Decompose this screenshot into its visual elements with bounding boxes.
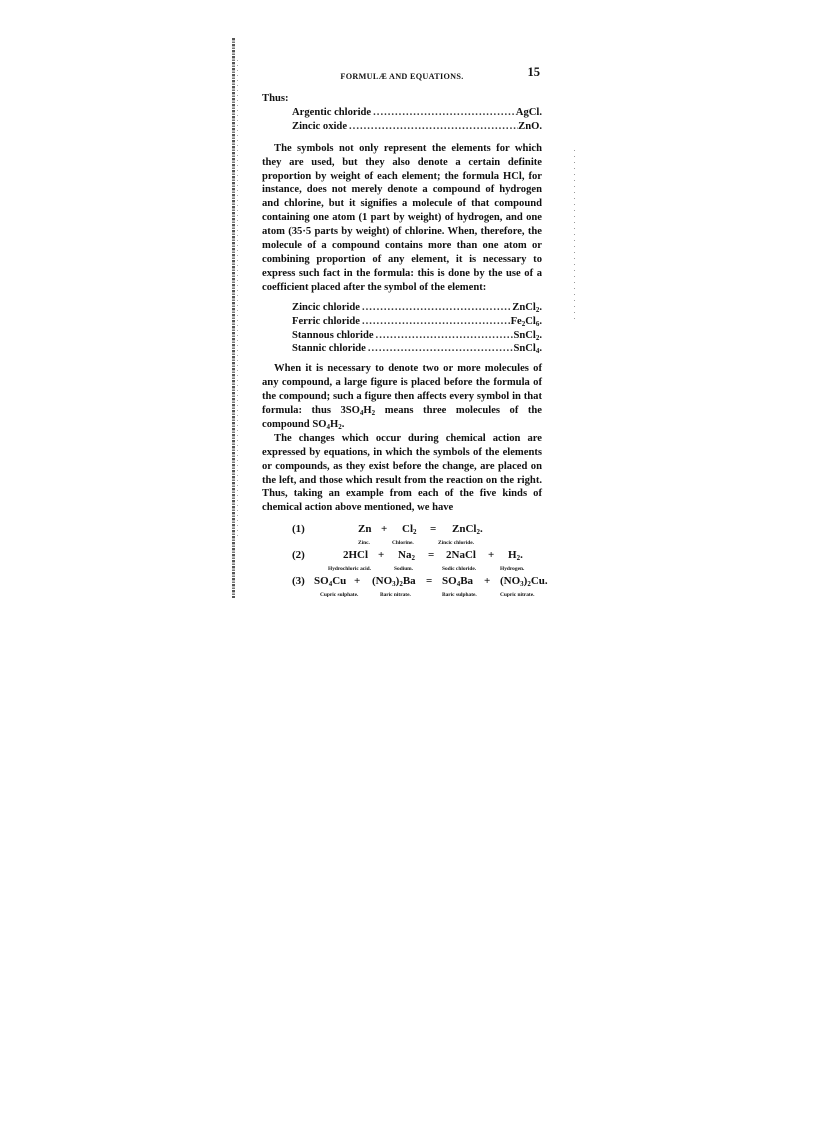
book-binding-edge — [232, 38, 235, 598]
running-header — [262, 66, 542, 82]
compound-formula: AgCl. — [515, 106, 542, 118]
page-number: 15 — [527, 65, 540, 79]
compound-formula: $Fe_2Cl_6$. — [510, 315, 542, 328]
plus-sign: + — [381, 523, 388, 536]
plus-sign: + — [488, 549, 495, 562]
eq-term: $SO_4Ba$ — [442, 575, 474, 589]
eq-term: 2HCl — [343, 549, 369, 562]
example-row — [292, 329, 542, 343]
example-row — [292, 342, 542, 356]
eq-term: $Na_2$ — [398, 549, 415, 563]
example-row — [292, 301, 542, 315]
equals-sign: = — [426, 575, 433, 588]
eq-label: Baric sulphate. — [442, 592, 477, 599]
compound-name: Stannous chloride — [292, 329, 374, 341]
eq-label: Baric nitrate. — [380, 592, 411, 599]
eq-label: Chlorine. — [392, 540, 414, 547]
leader-dots — [366, 342, 514, 356]
eq-label: Cupric sulphate. — [320, 592, 359, 599]
equation-number: (1) — [292, 523, 305, 536]
example-row — [292, 315, 542, 329]
compound-name: Stannic chloride — [292, 343, 366, 355]
eq-term: $(NO_3)_2Ba$ — [372, 575, 416, 589]
eq-label: Hydrochloric acid. — [328, 566, 372, 573]
eq-label: Zinc. — [358, 540, 370, 547]
eq-term: $Cl_2$ — [402, 523, 417, 537]
eq-label: Zincic chloride. — [438, 540, 474, 547]
plus-sign: + — [354, 575, 361, 588]
eq-term: $H_2$. — [508, 549, 523, 563]
book-binding-shadow — [237, 60, 238, 540]
eq-label: Hydrogen. — [500, 566, 525, 573]
book-page — [262, 65, 548, 601]
leader-dots — [374, 329, 514, 343]
thus-label: Thus: — [262, 93, 289, 104]
eq-term: ZnCl$_2$. — [452, 523, 483, 537]
eq-term: $SO_4Cu$ — [314, 575, 347, 589]
compound-name: Ferric chloride — [292, 315, 360, 327]
eq-term: $(NO_3)_2Cu$. — [500, 575, 548, 589]
equation-1 — [262, 523, 542, 549]
eq-label: Sodic chloride. — [442, 566, 477, 573]
leader-dots — [371, 106, 516, 120]
eq-term: 2NaCl — [446, 549, 476, 562]
equals-sign: = — [428, 549, 435, 562]
eq-label: Sodium. — [394, 566, 414, 573]
equation-3 — [262, 575, 548, 601]
leader-dots — [347, 120, 518, 134]
compound-formula: ZnCl$_2$. — [512, 301, 542, 314]
plus-sign: + — [378, 549, 385, 562]
compound-formula: SnCl$_2$. — [513, 329, 542, 342]
equation-2 — [262, 549, 542, 575]
plus-sign: + — [484, 575, 491, 588]
compound-name: Zincic chloride — [292, 301, 360, 313]
equation-number: (2) — [292, 549, 305, 562]
compound-formula: ZnO. — [518, 120, 542, 132]
example-row — [292, 106, 542, 120]
eq-term: Zn — [358, 523, 372, 536]
equation-number: (3) — [292, 575, 305, 588]
margin-dotted-line — [574, 150, 575, 320]
paragraph-equations: The changes which occur during chemical action are expressed by equations, in which the symbols of the elements or compounds, as they exist before the change, are placed on the left, and those which result from the reaction on the right. Thus, taking an example from each of the five kinds of chemical action above mentioned, we have — [262, 432, 542, 514]
running-title: FORMULÆ AND EQUATIONS. — [340, 72, 464, 81]
example-list-2 — [292, 301, 542, 357]
eq-label: Cupric nitrate. — [500, 592, 535, 599]
compound-name: Argentic chloride — [292, 106, 372, 118]
equals-sign: = — [430, 523, 437, 536]
compound-name: Zincic oxide — [292, 120, 348, 132]
leader-dots — [360, 301, 512, 315]
paragraph-symbols: The symbols not only represent the elements for which they are used, but they also denote a certain definite proportion by weight of each element; the formula HCl, for instance, does not merely denote a compound of hydrogen and chlorine, but it signifies a molecule of that compound containing one atom (1 part by weight) of hydrogen, and one atom (35·5 parts by weight) of chlorine. When, therefore, the molecule of a compound contains more than one atom or combining proportion of any element, it is necessary to express such fact in the formula: this is done by the use of a coefficient placed after the symbol of the element: — [262, 142, 542, 293]
example-row — [292, 120, 542, 134]
equation-list — [262, 523, 548, 601]
example-list-1 — [292, 106, 542, 134]
compound-formula: SnCl$_4$. — [513, 343, 542, 356]
paragraph-molecules: When it is necessary to denote two or more molecules of any compound, a large figure is placed before the formula of the compound; such a figure then affects every symbol in that formula: thus $3SO_4H_2$ means three molecules of the compound $SO_4H_2$. — [262, 363, 543, 431]
leader-dots — [360, 315, 511, 329]
